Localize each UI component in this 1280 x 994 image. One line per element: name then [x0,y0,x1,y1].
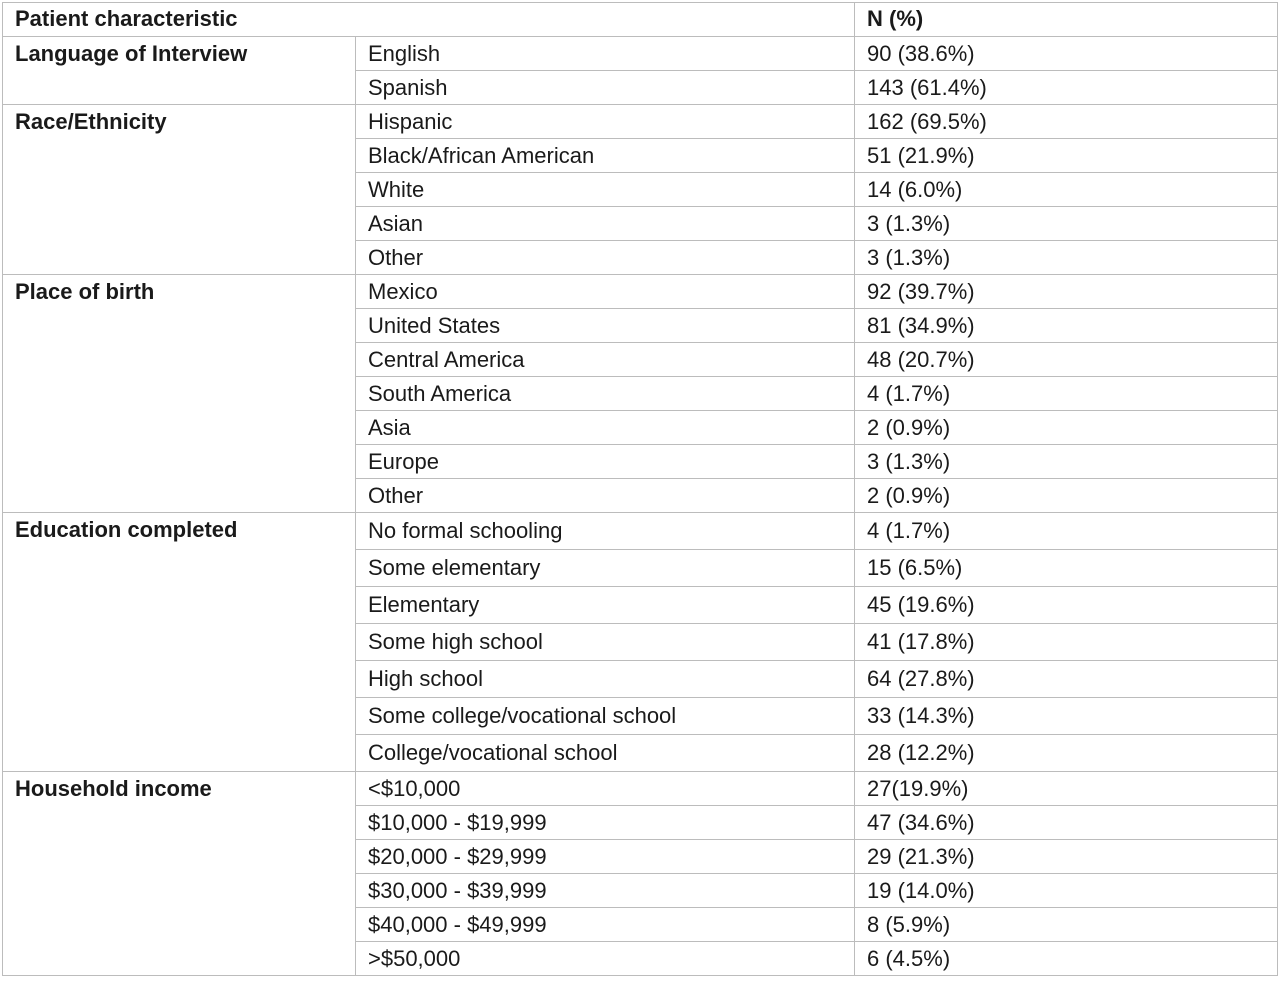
count-percent-value: 162 (69.5%) [855,105,1278,139]
count-percent-value: 2 (0.9%) [855,479,1278,513]
category-cell: Language of Interview [3,37,356,105]
subcategory-label: $20,000 - $29,999 [356,840,855,874]
count-percent-value: 47 (34.6%) [855,806,1278,840]
count-percent-value: 45 (19.6%) [855,587,1278,624]
count-percent-value: 64 (27.8%) [855,661,1278,698]
subcategory-label: Asia [356,411,855,445]
count-percent-value: 3 (1.3%) [855,445,1278,479]
table-row [3,105,1278,139]
subcategory-label: Black/African American [356,139,855,173]
count-percent-value: 27(19.9%) [855,772,1278,806]
category-cell: Education completed [3,513,356,772]
subcategory-label: College/vocational school [356,735,855,772]
table-row [3,275,1278,309]
subcategory-label: White [356,173,855,207]
subcategory-label: South America [356,377,855,411]
count-percent-value: 51 (21.9%) [855,139,1278,173]
count-percent-value: 48 (20.7%) [855,343,1278,377]
count-percent-value: 14 (6.0%) [855,173,1278,207]
category-cell: Race/Ethnicity [3,105,356,275]
subcategory-label: $30,000 - $39,999 [356,874,855,908]
subcategory-label: Europe [356,445,855,479]
count-percent-value: 2 (0.9%) [855,411,1278,445]
subcategory-label: Elementary [356,587,855,624]
count-percent-value: 33 (14.3%) [855,698,1278,735]
subcategory-label: Some elementary [356,550,855,587]
subcategory-label: $10,000 - $19,999 [356,806,855,840]
count-percent-value: 3 (1.3%) [855,241,1278,275]
subcategory-label: Some college/vocational school [356,698,855,735]
count-percent-value: 4 (1.7%) [855,513,1278,550]
count-percent-value: 4 (1.7%) [855,377,1278,411]
subcategory-label: Asian [356,207,855,241]
count-percent-value: 3 (1.3%) [855,207,1278,241]
subcategory-label: <$10,000 [356,772,855,806]
subcategory-label: Other [356,479,855,513]
table-row [3,513,1278,550]
category-cell: Place of birth [3,275,356,513]
table-body [3,3,1278,976]
header-n-percent: N (%) [855,3,1278,37]
subcategory-label: Other [356,241,855,275]
count-percent-value: 143 (61.4%) [855,71,1278,105]
count-percent-value: 41 (17.8%) [855,624,1278,661]
patient-characteristics-table [2,2,1278,976]
subcategory-label: English [356,37,855,71]
subcategory-label: No formal schooling [356,513,855,550]
count-percent-value: 15 (6.5%) [855,550,1278,587]
count-percent-value: 6 (4.5%) [855,942,1278,976]
subcategory-label: Central America [356,343,855,377]
subcategory-label: >$50,000 [356,942,855,976]
subcategory-label: Mexico [356,275,855,309]
count-percent-value: 81 (34.9%) [855,309,1278,343]
count-percent-value: 90 (38.6%) [855,37,1278,71]
table-row [3,37,1278,71]
subcategory-label: Some high school [356,624,855,661]
count-percent-value: 28 (12.2%) [855,735,1278,772]
table-header-row [3,3,1278,37]
subcategory-label: Spanish [356,71,855,105]
subcategory-label: United States [356,309,855,343]
patient-characteristics-table-wrapper [2,2,1278,976]
count-percent-value: 8 (5.9%) [855,908,1278,942]
subcategory-label: $40,000 - $49,999 [356,908,855,942]
subcategory-label: High school [356,661,855,698]
subcategory-label: Hispanic [356,105,855,139]
count-percent-value: 29 (21.3%) [855,840,1278,874]
header-characteristic: Patient characteristic [3,3,855,37]
count-percent-value: 92 (39.7%) [855,275,1278,309]
count-percent-value: 19 (14.0%) [855,874,1278,908]
table-row [3,772,1278,806]
category-cell: Household income [3,772,356,976]
